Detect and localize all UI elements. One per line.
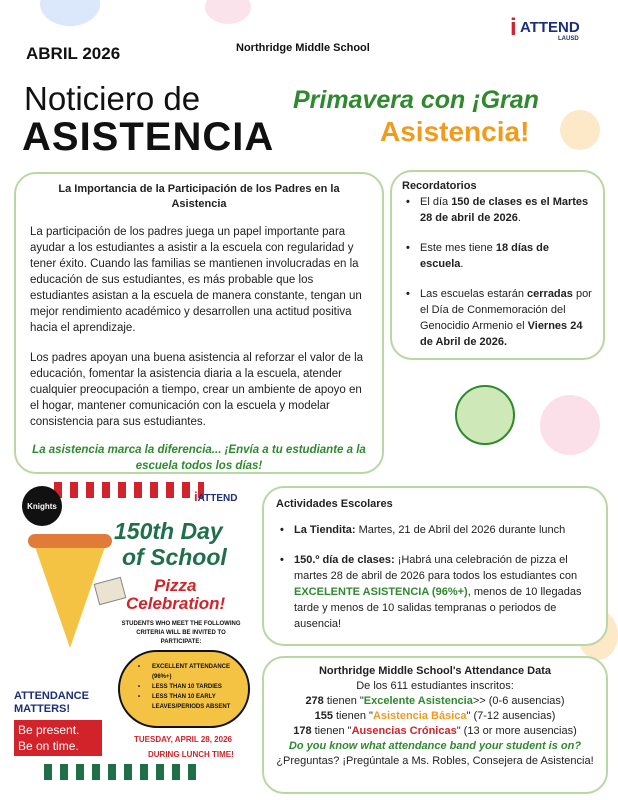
knights-badge-icon: Knights — [22, 486, 62, 526]
activities-list — [276, 522, 594, 632]
reminder-item: • Este mes tiene 18 días de escuela. — [402, 240, 593, 272]
slogan-line1: Primavera con ¡Gran — [293, 86, 539, 114]
parents-paragraph-1: La participación de los padres juega un papel importante para ayudar a los estudiantes a asistir a la escuela con regularidad y tener éxito. Cuando las familias se mantienen involucradas en la educación de sus estudiantes, es más probable que los estudiantes asistan a la escuela de manera constante, tengan un mejor rendimiento académico y desarrollen una actitud positiva hacia el aprendizaje. — [30, 226, 362, 334]
parents-heading: La Importancia de la Participación de los Padres en la Asistencia — [58, 183, 340, 210]
slogan-line2: Asistencia! — [380, 116, 530, 147]
attendance-data-card — [262, 656, 608, 794]
criteria-item: • LESS THAN 10 TARDIES — [134, 682, 238, 692]
reminders-list — [402, 194, 593, 350]
logo-i: i — [510, 14, 517, 41]
parents-paragraph-2: Los padres apoyan una buena asistencia al reforzar el valor de la educación, fomentar la asistencia diaria a la escuela, atender cualquier preocupación a tiempo, crear un ambiente de apoyo en el hogar, mantener comunicación con la escuela y modelar consistencia para sus estudiantes. — [30, 352, 364, 428]
attendance-matters-1: ATTENDANCE — [14, 690, 89, 702]
activities-card — [262, 486, 608, 646]
activity-item: • La Tiendita: Martes, 21 de Abril del 2026 durante lunch — [276, 522, 594, 538]
flower-decoration-icon — [455, 385, 515, 445]
poster-title-1: 150th Day — [114, 518, 223, 544]
poster-date: TUESDAY, APRIL 28, 2026 — [134, 735, 232, 744]
parents-tagline: La asistencia marca la diferencia... ¡Envía a tu estudiante a la escuela todos los días! — [32, 444, 366, 472]
flower-decoration-icon — [205, 0, 251, 24]
page-title-line2: ASISTENCIA — [22, 115, 275, 159]
iattend-logo — [510, 14, 590, 46]
data-line-basic: 155 tienen "Asistencia Básica" (7-12 ausencias) — [314, 710, 556, 722]
flower-decoration-icon — [540, 395, 600, 455]
data-line-excellent: 278 tienen "Excelente Asistencia>> (0-6 ausencias) — [305, 695, 565, 707]
page-title-line1: Noticiero de — [24, 80, 201, 117]
reminder-item: • El día 150 de clases es el Martes 28 de abril de 2026. — [402, 194, 593, 226]
issue-month: ABRIL 2026 — [26, 44, 121, 63]
logo-attend: ATTEND — [520, 19, 580, 36]
flower-decoration-icon — [40, 0, 100, 26]
parents-card — [14, 172, 384, 474]
criteria-item: • EXCELLENT ATTENDANCE (96%+) — [134, 662, 238, 682]
poster-time: DURING LUNCH TIME! — [148, 750, 234, 759]
criteria-list — [134, 662, 238, 712]
reminder-item: • Las escuelas estarán cerradas por el Día de Conmemoración del Genocidio Armenio el Viernes 24 de Abril de 2026. — [402, 286, 593, 350]
logo-lausd: LAUSD — [558, 36, 579, 42]
poster-title-2: of School — [122, 544, 227, 570]
activities-heading: Actividades Escolares — [276, 498, 393, 510]
data-question: Do you know what attendance band your student is on? — [288, 740, 582, 752]
checker-border-top — [54, 482, 204, 498]
data-ask: ¿Preguntas? ¡Pregúntale a Ms. Robles, Consejera de Asistencia! — [276, 755, 594, 767]
data-heading: Northridge Middle School's Attendance Data — [318, 665, 551, 677]
data-intro: De los 611 estudiantes inscritos: — [356, 680, 514, 692]
reminders-card — [390, 170, 605, 360]
reminders-heading: Recordatorios — [402, 180, 477, 192]
be-present-box: Be present. Be on time. — [14, 720, 102, 756]
poster-sub-1: Pizza — [154, 576, 197, 595]
flower-decoration-icon — [560, 110, 600, 150]
criteria-bubble — [118, 650, 250, 728]
checker-border-bottom — [44, 764, 204, 780]
data-line-chronic: 178 tienen "Ausencias Crónicas" (13 or more ausencias) — [293, 725, 577, 737]
activity-item: • 150.º día de clases: ¡Habrá una celebración de pizza el martes 28 de abril de 2026 para todos los estudiantes con EXCELENTE ASISTENCIA (96%+), menos de 10 llegadas tarde y menos de 10 salidas tempranas o periodos de ausencia! — [276, 552, 594, 632]
attendance-matters-2: MATTERS! — [14, 703, 71, 715]
criteria-item: • LESS THAN 10 EARLY LEAVES/PERIODS ABSENT — [134, 692, 238, 712]
pizza-poster — [14, 480, 254, 792]
poster-sub-2: Celebration! — [126, 594, 226, 613]
pizza-crust-icon — [28, 534, 112, 548]
poster-criteria: STUDENTS WHO MEET THE FOLLOWING CRITERIA WILL BE INVITED TO PARTICIPATE: — [121, 621, 241, 645]
poster-iattend-logo: iATTEND — [194, 489, 238, 504]
school-name: Northridge Middle School — [236, 42, 370, 54]
